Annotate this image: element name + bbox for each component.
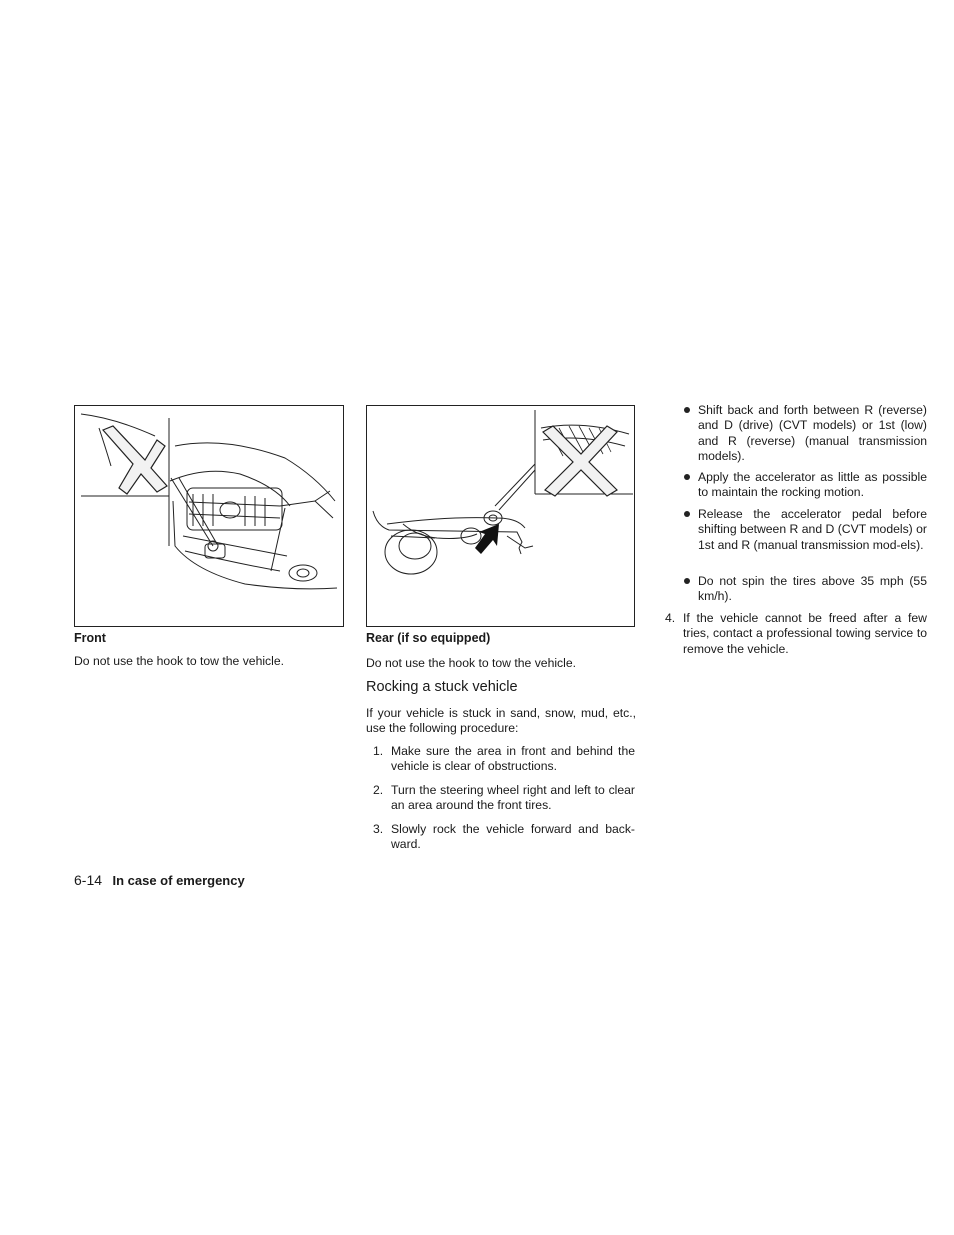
- rear-figure-caption: Rear (if so equipped): [366, 631, 491, 645]
- step-number: 1.: [373, 744, 384, 758]
- bullet-icon: [684, 578, 690, 584]
- page-footer: [74, 872, 245, 890]
- page-number: 6-14: [74, 872, 103, 888]
- rear-hook-illustration: [366, 405, 635, 627]
- step-number: 4.: [665, 611, 676, 625]
- bullet-icon: [684, 511, 690, 517]
- chapter-title: In case of emergency: [112, 873, 245, 888]
- bullet-text: Do not spin the tires above 35 mph (55 km/h).: [698, 574, 927, 604]
- front-hook-illustration: [74, 405, 344, 627]
- prohibited-x-icon: [103, 426, 167, 494]
- bullet-item: [684, 507, 927, 569]
- step-item: [373, 822, 635, 854]
- step-item: [373, 783, 635, 815]
- rear-figure-note: Do not use the hook to tow the vehicle.: [366, 656, 577, 670]
- rear-car-drawing: [367, 406, 634, 626]
- bullet-icon: [684, 407, 690, 413]
- prohibited-x-icon: [543, 426, 617, 496]
- step-text: If the vehicle cannot be freed after a few tries, contact a professional towing service to remove the vehicle.: [683, 611, 927, 656]
- step-number: 3.: [373, 822, 384, 836]
- bullet-item: [684, 574, 927, 606]
- bullet-item: [684, 403, 927, 465]
- front-car-drawing: [75, 406, 343, 626]
- bullet-text: Shift back and forth between R (reverse) and D (drive) (CVT models) or 1st (low) and R (reverse) (manual transmission models).: [698, 403, 927, 464]
- bullet-text: Release the accelerator pedal before shifting between R and D (CVT models) or 1st and R (manual transmission mod-els).: [698, 507, 927, 552]
- section-intro: If your vehicle is stuck in sand, snow, mud, etc., use the following procedure:: [366, 706, 636, 736]
- step-item: [373, 744, 635, 776]
- step-text: Turn the steering wheel right and left to clear an area around the front tires.: [391, 783, 635, 813]
- pointer-arrow-icon: [475, 524, 499, 554]
- step-item: [665, 611, 927, 659]
- bullet-icon: [684, 474, 690, 480]
- step-text: Make sure the area in front and behind the vehicle is clear of obstructions.: [391, 744, 635, 774]
- bullet-text: Apply the accelerator as little as possible to maintain the rocking motion.: [698, 470, 927, 500]
- step-text: Slowly rock the vehicle forward and back-ward.: [391, 822, 635, 852]
- bullet-item: [684, 470, 927, 502]
- front-figure-caption: Front: [74, 631, 106, 645]
- front-figure-note: Do not use the hook to tow the vehicle.: [74, 654, 285, 668]
- section-heading: Rocking a stuck vehicle: [366, 679, 518, 695]
- step-number: 2.: [373, 783, 384, 797]
